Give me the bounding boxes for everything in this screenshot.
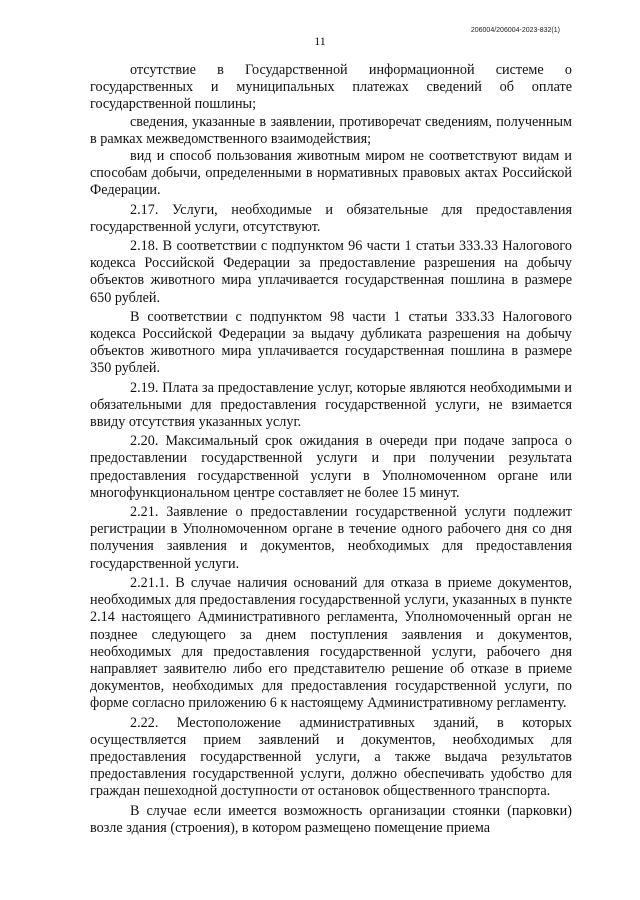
- paragraph: сведения, указанные в заявлении, противоречат сведениям, полученным в рамках межведомственного взаимодействия;: [90, 113, 572, 147]
- paragraph: В случае если имеется возможность организации стоянки (парковки) возле здания (строения), в котором размещено помещение приема: [90, 802, 572, 836]
- paragraph: 2.22. Местоположение административных зданий, в которых осуществляется прием заявлений и документов, необходимых для предоставления государственной услуги, а также выдача результатов предоставления государственной услуги, должно обеспечивать удобство для граждан пешеходной доступности от остановок общественного транспорта.: [90, 714, 572, 800]
- paragraph: 2.21. Заявление о предоставлении государственной услуги подлежит регистрации в Уполномоченном органе в течение одного рабочего дня со дня получения заявления и документов, необходимых для предоставления государственной услуги.: [90, 504, 572, 572]
- page-number: 11: [314, 34, 326, 48]
- paragraph: 2.20. Максимальный срок ожидания в очереди при подаче запроса о предоставлении государственной услуги и при получении результата предоставления государственной услуги в Уполномоченном органе или многофункциональном центре составляет не более 15 минут.: [90, 433, 572, 501]
- paragraph: 2.19. Плата за предоставление услуг, которые являются необходимыми и обязательными для предоставления государственной услуги, не взимается ввиду отсутствия указанных услуг.: [90, 379, 572, 431]
- paragraph: отсутствие в Государственной информационной системе о государственных и муниципальных платежах сведений об оплате государственной пошлины;: [90, 62, 572, 113]
- document-body: [90, 62, 572, 837]
- paragraph: 2.21.1. В случае наличия оснований для отказа в приеме документов, необходимых для предоставления государственной услуги, указанных в пункте 2.14 настоящего Административного регламента, Уполномоченный орган не позднее следующего за днем поступления заявления и документов, необходимых для предоставления государственной услуги, рабочего дня направляет заявителю либо его представителю решение об отказе в приеме документов, необходимых для предоставления государственной услуги, по форме согласно приложению 6 к настоящему Административному регламенту.: [90, 574, 572, 712]
- paragraph: В соответствии с подпунктом 98 части 1 статьи 333.33 Налогового кодекса Российской Федерации за выдачу дубликата разрешения на добычу объектов животного мира уплачивается государственная пошлина в размере 350 рублей.: [90, 308, 572, 377]
- paragraph: 2.17. Услуги, необходимые и обязательные для предоставления государственной услуги, отсутствуют.: [90, 201, 572, 235]
- paragraph: 2.18. В соответствии с подпунктом 96 части 1 статьи 333.33 Налогового кодекса Российской Федерации за предоставление разрешения на добычу объектов животного мира уплачивается государственная пошлина в размере 650 рублей.: [90, 238, 572, 306]
- paragraph: вид и способ пользования животным миром не соответствуют видам и способам добычи, определенными в нормативных правовых актах Российской Федерации.: [90, 148, 572, 199]
- document-id: 206004/206004-2023-832(1): [470, 27, 560, 34]
